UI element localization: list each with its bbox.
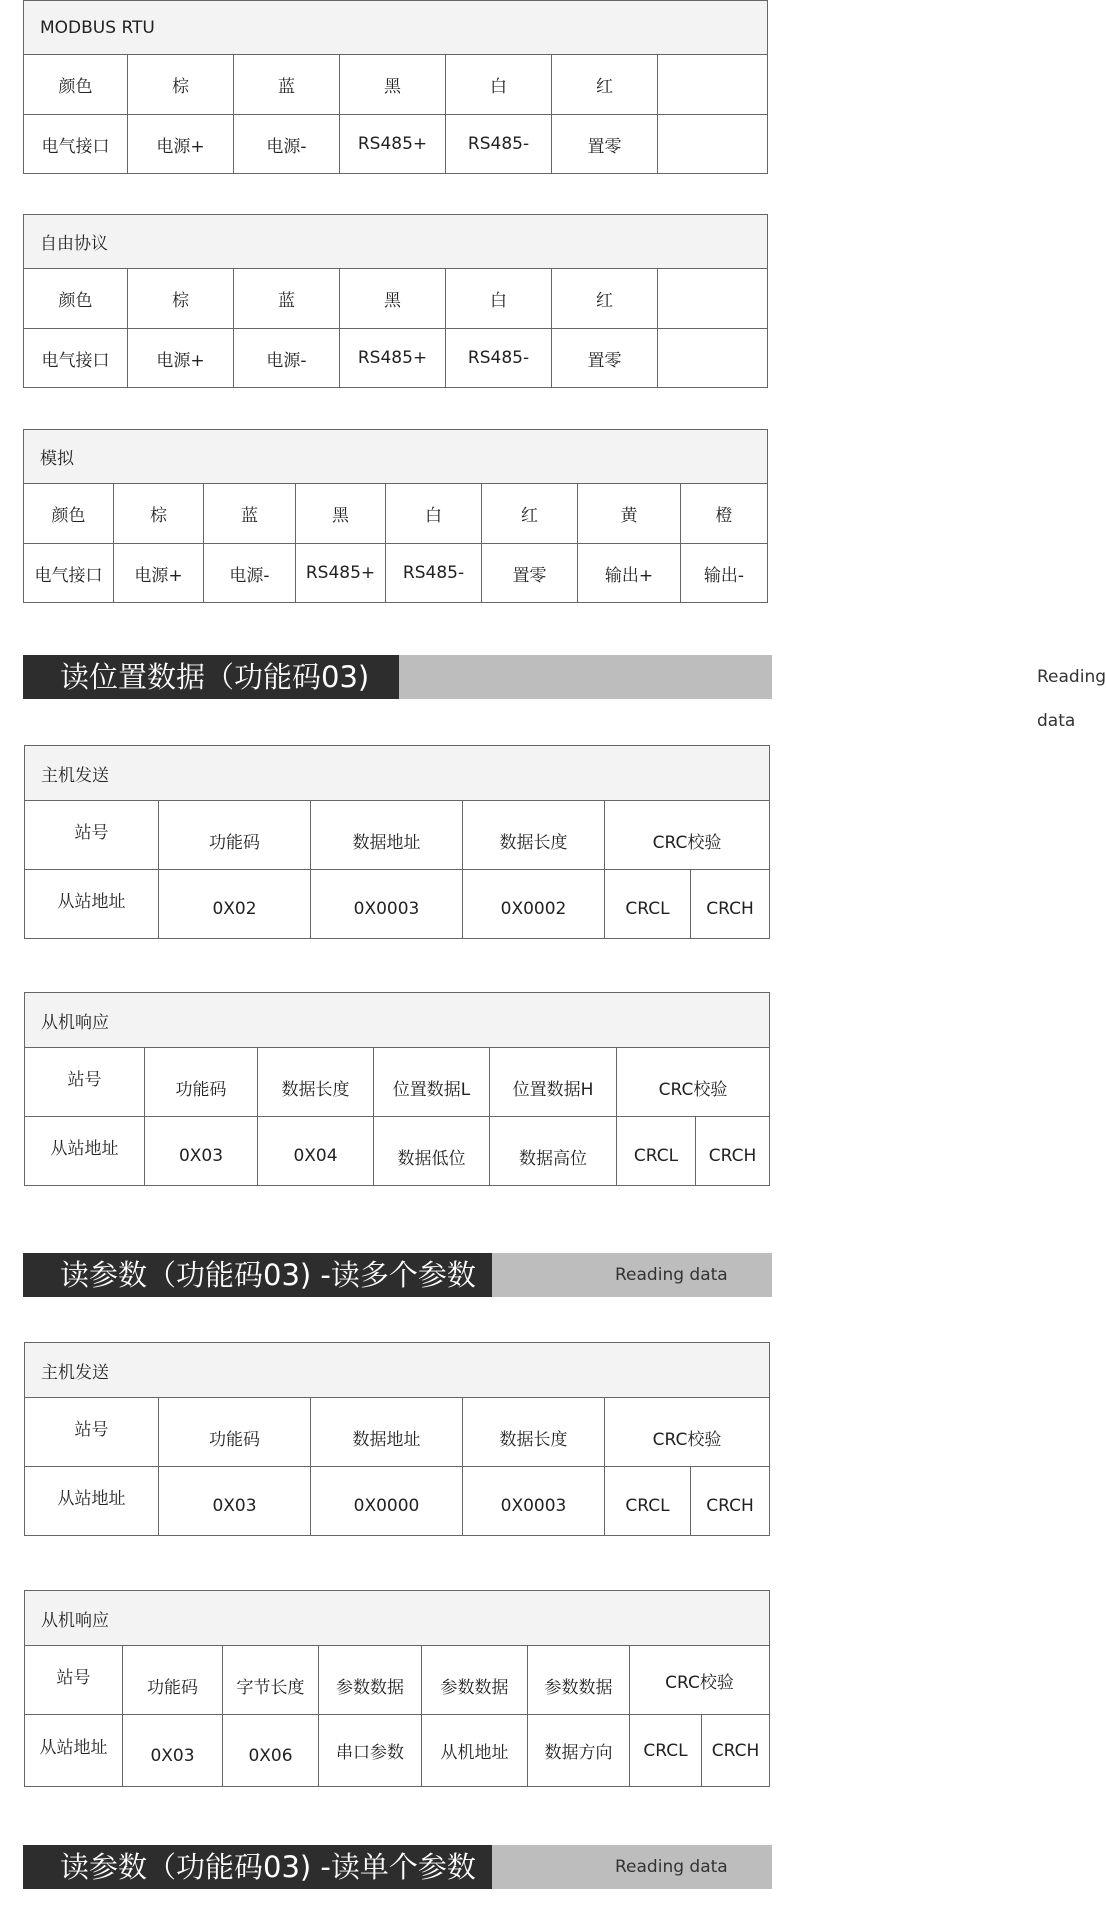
value-cell: 0X02 [159, 870, 311, 939]
interface-label: 电气接口 [24, 115, 128, 174]
section-banner-read-position [23, 655, 1106, 731]
color-cell [658, 55, 768, 115]
value-cell: 0X06 [223, 1715, 319, 1787]
header-cell: 功能码 [145, 1048, 258, 1117]
header-cell: 功能码 [159, 801, 311, 870]
header-cell: 站号 [25, 1646, 123, 1715]
interface-label: 电气接口 [24, 544, 114, 603]
section-subtitle-bar [399, 655, 1106, 731]
header-cell: 位置数据L [374, 1048, 490, 1117]
section-subtitle-bar [492, 1845, 772, 1889]
section-banner-read-single [23, 1845, 772, 1889]
wiring-table-free-protocol [23, 214, 768, 388]
table-caption: MODBUS RTU [24, 1, 768, 55]
color-label: 颜色 [24, 269, 128, 329]
value-cell: CRCH [696, 1117, 770, 1186]
color-cell: 黑 [340, 55, 446, 115]
value-cell: 数据低位 [374, 1117, 490, 1186]
color-cell: 红 [482, 484, 578, 544]
header-cell: 站号 [25, 1048, 145, 1117]
color-cell: 蓝 [234, 55, 340, 115]
value-cell: 0X03 [159, 1467, 311, 1536]
value-cell: 从站地址 [25, 870, 159, 939]
value-cell: CRCL [605, 1467, 691, 1536]
header-cell: 数据长度 [463, 801, 605, 870]
table-caption: 从机响应 [25, 993, 770, 1048]
value-cell: CRCL [617, 1117, 696, 1186]
header-cell: CRC校验 [605, 801, 770, 870]
master-send-table-multiple [24, 1342, 770, 1536]
table-caption: 主机发送 [25, 1343, 770, 1398]
header-cell: 站号 [25, 801, 159, 870]
interface-cell: RS485+ [296, 544, 386, 603]
value-cell: CRCL [605, 870, 691, 939]
interface-cell: RS485- [386, 544, 482, 603]
table-caption: 模拟 [24, 430, 768, 484]
section-subtitle: Reading data [615, 1857, 728, 1877]
color-cell: 白 [446, 269, 552, 329]
color-cell: 黄 [578, 484, 681, 544]
header-cell: 字节长度 [223, 1646, 319, 1715]
color-cell: 红 [552, 55, 658, 115]
wiring-table-analog [23, 429, 768, 603]
header-cell: 功能码 [159, 1398, 311, 1467]
wiring-table-modbus [23, 0, 768, 174]
interface-cell: 输出+ [578, 544, 681, 603]
value-cell: CRCH [691, 1467, 770, 1536]
interface-cell [658, 329, 768, 388]
color-cell: 红 [552, 269, 658, 329]
section-subtitle: Reading data [615, 1265, 728, 1285]
value-cell: 数据高位 [490, 1117, 617, 1186]
value-cell: 0X04 [258, 1117, 374, 1186]
interface-cell: 电源- [204, 544, 296, 603]
interface-cell: RS485- [446, 329, 552, 388]
table-caption: 主机发送 [25, 746, 770, 801]
value-cell: 串口参数 [319, 1715, 422, 1787]
value-cell: 从机地址 [422, 1715, 528, 1787]
header-cell: 位置数据H [490, 1048, 617, 1117]
color-cell: 橙 [681, 484, 768, 544]
master-send-table-position [24, 745, 770, 939]
section-title: 读参数（功能码03) -读多个参数 [23, 1253, 492, 1297]
header-cell: CRC校验 [605, 1398, 770, 1467]
header-cell: 数据长度 [258, 1048, 374, 1117]
value-cell: 0X0003 [311, 870, 463, 939]
interface-cell: 置零 [552, 329, 658, 388]
color-cell: 蓝 [234, 269, 340, 329]
header-cell: 数据地址 [311, 1398, 463, 1467]
section-title: 读参数（功能码03) -读单个参数 [23, 1845, 492, 1889]
section-subtitle-bar [492, 1253, 772, 1297]
interface-label: 电气接口 [24, 329, 128, 388]
color-label: 颜色 [24, 55, 128, 115]
color-cell [658, 269, 768, 329]
table-caption: 自由协议 [24, 215, 768, 269]
value-cell: 从站地址 [25, 1117, 145, 1186]
interface-cell: RS485- [446, 115, 552, 174]
value-cell: CRCH [691, 870, 770, 939]
slave-response-table-multiple [24, 1590, 770, 1787]
color-cell: 棕 [114, 484, 204, 544]
header-cell: 参数数据 [422, 1646, 528, 1715]
color-cell: 白 [386, 484, 482, 544]
header-cell: 参数数据 [319, 1646, 422, 1715]
value-cell: 从站地址 [25, 1467, 159, 1536]
header-cell: 数据长度 [463, 1398, 605, 1467]
value-cell: 0X03 [123, 1715, 223, 1787]
color-cell: 棕 [128, 55, 234, 115]
header-cell: 参数数据 [528, 1646, 630, 1715]
header-cell: 站号 [25, 1398, 159, 1467]
color-cell: 蓝 [204, 484, 296, 544]
header-cell: CRC校验 [630, 1646, 770, 1715]
section-subtitle: Reading data [1037, 667, 1106, 731]
value-cell: 0X03 [145, 1117, 258, 1186]
interface-cell [658, 115, 768, 174]
value-cell: 0X0003 [463, 1467, 605, 1536]
interface-cell: 电源+ [114, 544, 204, 603]
interface-cell: 电源+ [128, 115, 234, 174]
value-cell: CRCL [630, 1715, 702, 1787]
interface-cell: 置零 [482, 544, 578, 603]
interface-cell: RS485+ [340, 115, 446, 174]
color-cell: 黑 [296, 484, 386, 544]
value-cell: 从站地址 [25, 1715, 123, 1787]
color-cell: 白 [446, 55, 552, 115]
interface-cell: 电源+ [128, 329, 234, 388]
color-cell: 黑 [340, 269, 446, 329]
interface-cell: 电源- [234, 329, 340, 388]
value-cell: 0X0002 [463, 870, 605, 939]
header-cell: 数据地址 [311, 801, 463, 870]
section-title: 读位置数据（功能码03) [23, 655, 399, 699]
slave-response-table-position [24, 992, 770, 1186]
interface-cell: 电源- [234, 115, 340, 174]
value-cell: CRCH [702, 1715, 770, 1787]
color-label: 颜色 [24, 484, 114, 544]
header-cell: CRC校验 [617, 1048, 770, 1117]
section-banner-read-multiple [23, 1253, 772, 1297]
color-cell: 棕 [128, 269, 234, 329]
interface-cell: 置零 [552, 115, 658, 174]
value-cell: 0X0000 [311, 1467, 463, 1536]
table-caption: 从机响应 [25, 1591, 770, 1646]
header-cell: 功能码 [123, 1646, 223, 1715]
value-cell: 数据方向 [528, 1715, 630, 1787]
interface-cell: RS485+ [340, 329, 446, 388]
interface-cell: 输出- [681, 544, 768, 603]
